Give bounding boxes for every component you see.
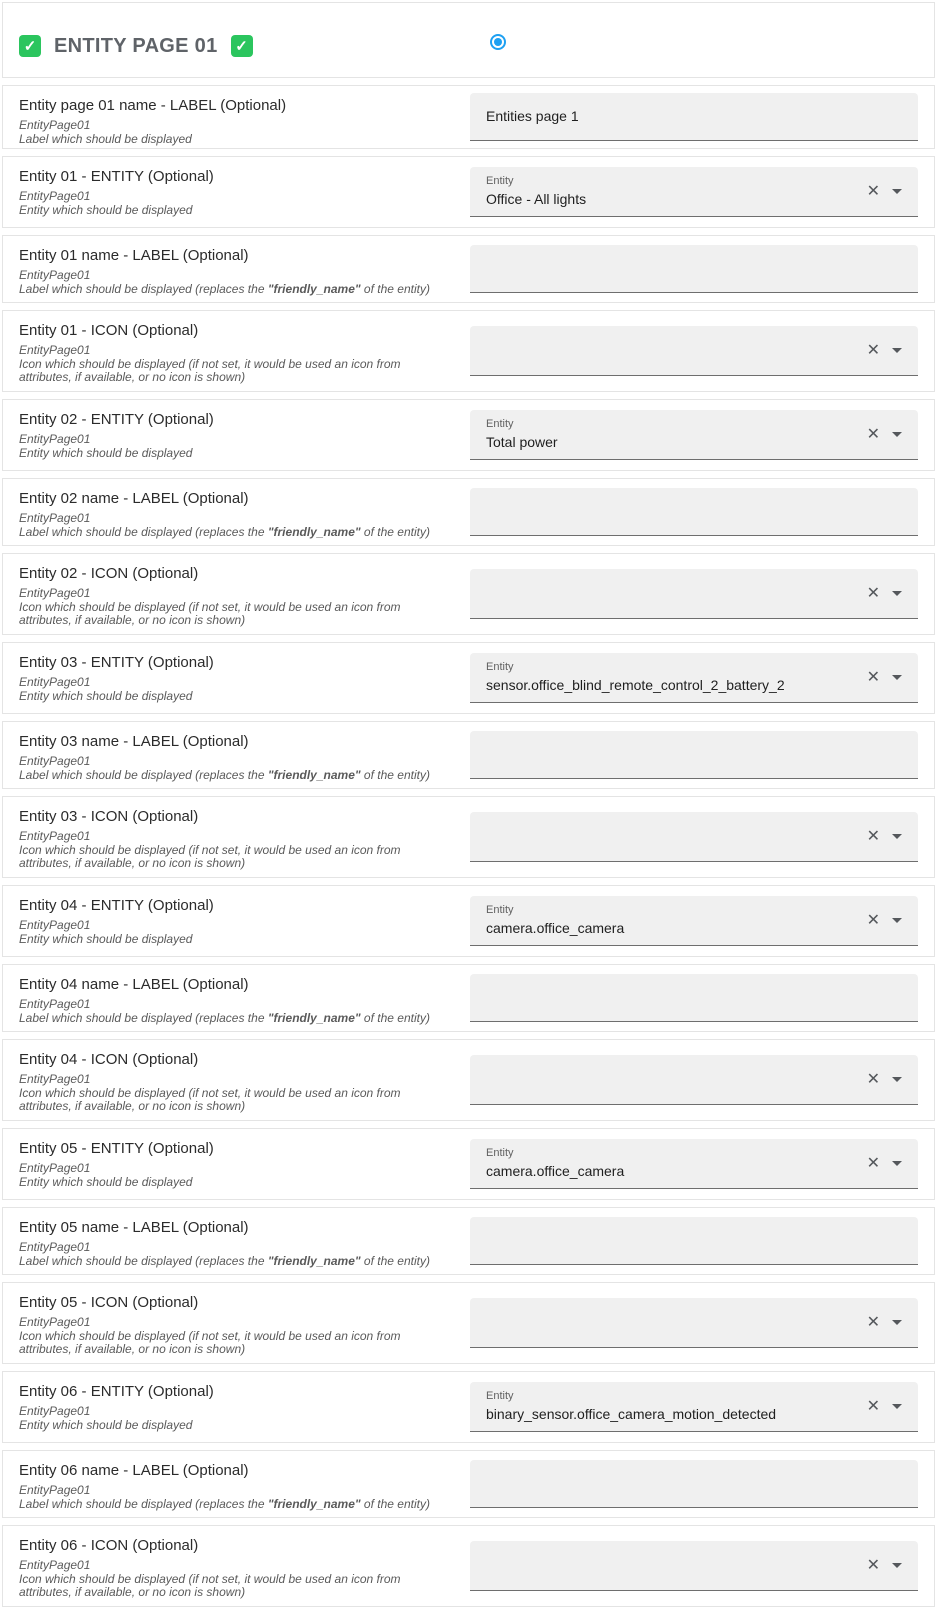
- form-row: [2, 1039, 935, 1121]
- field-info: [3, 1283, 470, 1363]
- clear-icon[interactable]: ✕: [866, 1070, 880, 1088]
- chevron-down-icon[interactable]: [892, 675, 902, 680]
- form-row: [2, 399, 935, 471]
- field-source: EntityPage01: [19, 754, 91, 768]
- clear-icon[interactable]: ✕: [866, 827, 880, 845]
- field-description: [19, 933, 446, 947]
- field-info: [3, 86, 470, 148]
- field-title: Entity 04 name - LABEL (Optional): [19, 976, 249, 993]
- field-description: [19, 1573, 446, 1600]
- description-text: Entity which should be displayed: [19, 445, 193, 460]
- input-value: binary_sensor.office_camera_motion_detected: [486, 1406, 777, 1422]
- input-actions: [867, 670, 902, 686]
- input-content: [486, 260, 902, 277]
- clear-icon[interactable]: ✕: [866, 1397, 880, 1415]
- description-text: Label which should be displayed (replaces the: [19, 767, 268, 782]
- input-actions: [867, 1399, 902, 1415]
- form-row: [2, 721, 935, 789]
- input-value: [486, 503, 902, 520]
- input-value: Total power: [486, 434, 558, 450]
- field-source: EntityPage01: [19, 829, 91, 843]
- field-description: [19, 1087, 446, 1114]
- checkbox-checked-right[interactable]: [231, 35, 253, 57]
- clear-icon[interactable]: ✕: [866, 1154, 880, 1172]
- input-content: [486, 1475, 902, 1492]
- input-value: Office - All lights: [486, 191, 587, 207]
- description-text: Entity which should be displayed: [19, 1417, 193, 1432]
- label-text-input[interactable]: [470, 974, 918, 1022]
- field-input-column: [470, 311, 934, 391]
- description-bold-text: "friendly_name": [267, 767, 361, 782]
- input-content: [486, 661, 857, 694]
- field-title: Entity 04 - ICON (Optional): [19, 1051, 199, 1068]
- field-title: Entity page 01 name - LABEL (Optional): [19, 97, 287, 114]
- form-row: [2, 1450, 935, 1518]
- field-info: [3, 965, 470, 1031]
- field-description: [19, 1498, 446, 1512]
- clear-icon[interactable]: ✕: [866, 341, 880, 359]
- field-title: Entity 02 - ICON (Optional): [19, 565, 199, 582]
- form-row: [2, 1207, 935, 1275]
- field-source: EntityPage01: [19, 118, 91, 132]
- radio-dot-icon: [494, 38, 502, 46]
- entity-select[interactable]: [470, 167, 918, 217]
- field-description: [19, 1419, 446, 1433]
- input-content: [486, 828, 857, 845]
- field-input-column: [470, 1372, 934, 1442]
- field-description: [19, 601, 446, 628]
- description-bold-text: "friendly_name": [267, 1253, 361, 1268]
- description-bold-text: "friendly_name": [267, 1010, 361, 1025]
- field-title: Entity 06 - ICON (Optional): [19, 1537, 199, 1554]
- field-info: [3, 1208, 470, 1274]
- description-bold-text: "friendly_name": [267, 1496, 361, 1511]
- field-source: EntityPage01: [19, 189, 91, 203]
- page-header: [2, 2, 935, 78]
- input-content: [486, 1557, 857, 1574]
- field-input-column: [470, 157, 934, 227]
- form-row: [2, 478, 935, 546]
- field-info: [3, 400, 470, 470]
- chevron-down-icon[interactable]: [892, 348, 902, 353]
- description-text: Label which should be displayed (replaces the: [19, 1010, 268, 1025]
- description-bold-text: "friendly_name": [267, 524, 361, 539]
- field-info: [3, 1040, 470, 1120]
- form-row: [2, 235, 935, 303]
- field-info: [3, 554, 470, 634]
- field-title: Entity 06 name - LABEL (Optional): [19, 1462, 249, 1479]
- field-info: [3, 479, 470, 545]
- description-text: Icon which should be displayed (if not set, it would be used an icon from attributes, if available, or no icon is shown): [19, 1085, 401, 1113]
- field-source: EntityPage01: [19, 268, 91, 282]
- chevron-down-icon[interactable]: [892, 591, 902, 596]
- input-content: [486, 503, 902, 520]
- field-description: [19, 526, 446, 540]
- description-text: Entity which should be displayed: [19, 931, 193, 946]
- chevron-down-icon[interactable]: [892, 1404, 902, 1409]
- chevron-down-icon[interactable]: [892, 189, 902, 194]
- field-input-column: [470, 722, 934, 788]
- input-value: [486, 585, 857, 602]
- form-row: [2, 964, 935, 1032]
- description-text: Icon which should be displayed (if not set, it would be used an icon from attributes, if available, or no icon is shown): [19, 842, 401, 870]
- field-description: [19, 769, 446, 783]
- field-title: Entity 03 - ICON (Optional): [19, 808, 199, 825]
- field-source: EntityPage01: [19, 343, 91, 357]
- entity-select[interactable]: [470, 410, 918, 460]
- field-description: [19, 844, 446, 871]
- description-text: Label which should be displayed (replaces the: [19, 1496, 268, 1511]
- chevron-down-icon[interactable]: [892, 1077, 902, 1082]
- form-row: [2, 553, 935, 635]
- description-text-tail: of the entity): [360, 1496, 430, 1511]
- input-content: [486, 1232, 902, 1249]
- field-title: Entity 04 - ENTITY (Optional): [19, 897, 214, 914]
- clear-icon[interactable]: ✕: [866, 584, 880, 602]
- field-input-column: [470, 965, 934, 1031]
- description-text: Label which should be displayed (replaces the: [19, 281, 268, 296]
- input-content: [486, 1390, 857, 1423]
- input-value: [486, 828, 857, 845]
- field-title: Entity 05 - ICON (Optional): [19, 1294, 199, 1311]
- field-title: Entity 01 - ENTITY (Optional): [19, 168, 214, 185]
- radio-button-selected[interactable]: [490, 34, 506, 50]
- field-input-column: [470, 1208, 934, 1274]
- icon-select[interactable]: [470, 812, 918, 862]
- input-content: [486, 585, 857, 602]
- field-title: Entity 02 - ENTITY (Optional): [19, 411, 214, 428]
- input-value: [486, 989, 902, 1006]
- input-actions: [867, 829, 902, 845]
- field-input-column: [470, 1526, 934, 1606]
- input-floating-label: Entity: [486, 904, 514, 916]
- field-description: [19, 358, 446, 385]
- input-content: [486, 989, 902, 1006]
- field-source: EntityPage01: [19, 1315, 91, 1329]
- form-row: [2, 156, 935, 228]
- field-source: EntityPage01: [19, 586, 91, 600]
- field-description: [19, 1176, 446, 1190]
- field-input-column: [470, 1451, 934, 1517]
- input-value: [486, 1557, 857, 1574]
- form-rows-container: [0, 85, 937, 1607]
- input-floating-label: Entity: [486, 1147, 514, 1159]
- label-text-input[interactable]: [470, 488, 918, 536]
- field-input-column: [470, 1283, 934, 1363]
- input-value: [486, 1232, 902, 1249]
- input-actions: [867, 1072, 902, 1088]
- description-text: Icon which should be displayed (if not set, it would be used an icon from attributes, if available, or no icon is shown): [19, 1328, 401, 1356]
- input-content: [486, 904, 857, 937]
- field-description: [19, 283, 446, 297]
- clear-icon[interactable]: ✕: [866, 668, 880, 686]
- icon-select[interactable]: [470, 1055, 918, 1105]
- entity-select[interactable]: [470, 1139, 918, 1189]
- field-input-column: [470, 236, 934, 302]
- description-text: Label which should be displayed (replaces the: [19, 1253, 268, 1268]
- field-input-column: [470, 86, 934, 148]
- input-content: [486, 1314, 857, 1331]
- icon-select[interactable]: [470, 1541, 918, 1591]
- field-source: EntityPage01: [19, 1558, 91, 1572]
- field-title: Entity 03 - ENTITY (Optional): [19, 654, 214, 671]
- field-description: [19, 1012, 446, 1026]
- input-actions: [867, 427, 902, 443]
- description-text: Label which should be displayed (replaces the: [19, 524, 268, 539]
- field-source: EntityPage01: [19, 918, 91, 932]
- field-description: [19, 1330, 446, 1357]
- label-text-input[interactable]: [470, 731, 918, 779]
- input-floating-label: Entity: [486, 661, 514, 673]
- description-text-tail: of the entity): [360, 281, 430, 296]
- description-text-tail: of the entity): [360, 1010, 430, 1025]
- field-input-column: [470, 1129, 934, 1199]
- field-source: EntityPage01: [19, 511, 91, 525]
- field-input-column: [470, 797, 934, 877]
- form-row: [2, 1128, 935, 1200]
- chevron-down-icon[interactable]: [892, 1320, 902, 1325]
- input-value: [486, 1071, 857, 1088]
- field-info: [3, 1129, 470, 1199]
- field-source: EntityPage01: [19, 997, 91, 1011]
- input-actions: [867, 1156, 902, 1172]
- input-content: [486, 342, 857, 359]
- input-actions: [867, 586, 902, 602]
- clear-icon[interactable]: ✕: [866, 1313, 880, 1331]
- field-description: [19, 1255, 446, 1269]
- clear-icon[interactable]: ✕: [866, 1556, 880, 1574]
- field-info: [3, 236, 470, 302]
- field-input-column: [470, 400, 934, 470]
- input-floating-label: Entity: [486, 1390, 514, 1402]
- icon-select[interactable]: [470, 326, 918, 376]
- description-text: Entity which should be displayed: [19, 688, 193, 703]
- input-value: Entities page 1: [486, 108, 579, 124]
- description-bold-text: "friendly_name": [267, 281, 361, 296]
- description-text: Entity which should be displayed: [19, 1174, 193, 1189]
- field-description: [19, 204, 446, 218]
- field-info: [3, 886, 470, 956]
- field-title: Entity 06 - ENTITY (Optional): [19, 1383, 214, 1400]
- input-value: [486, 1475, 902, 1492]
- field-info: [3, 1451, 470, 1517]
- icon-select[interactable]: [470, 569, 918, 619]
- field-source: EntityPage01: [19, 1240, 91, 1254]
- clear-icon[interactable]: ✕: [866, 425, 880, 443]
- description-text: Icon which should be displayed (if not set, it would be used an icon from attributes, if available, or no icon is shown): [19, 599, 401, 627]
- description-text: Icon which should be displayed (if not set, it would be used an icon from attributes, if available, or no icon is shown): [19, 356, 401, 384]
- field-source: EntityPage01: [19, 1483, 91, 1497]
- form-row: [2, 885, 935, 957]
- description-text-tail: of the entity): [360, 767, 430, 782]
- entity-select[interactable]: [470, 896, 918, 946]
- form-row: [2, 1371, 935, 1443]
- field-source: EntityPage01: [19, 1161, 91, 1175]
- input-value: sensor.office_blind_remote_control_2_battery_2: [486, 677, 785, 693]
- input-actions: [867, 184, 902, 200]
- form-row: [2, 1282, 935, 1364]
- form-row: [2, 85, 935, 149]
- chevron-down-icon[interactable]: [892, 918, 902, 923]
- input-value: [486, 342, 857, 359]
- input-floating-label: Entity: [486, 175, 514, 187]
- chevron-down-icon[interactable]: [892, 1161, 902, 1166]
- description-text-tail: of the entity): [360, 1253, 430, 1268]
- field-description: [19, 133, 446, 147]
- field-info: [3, 311, 470, 391]
- chevron-down-icon[interactable]: [892, 1563, 902, 1568]
- field-source: EntityPage01: [19, 675, 91, 689]
- input-value: camera.office_camera: [486, 1163, 625, 1179]
- input-value: [486, 260, 902, 277]
- input-actions: [867, 913, 902, 929]
- field-title: Entity 02 name - LABEL (Optional): [19, 490, 249, 507]
- entity-select[interactable]: [470, 1382, 918, 1432]
- chevron-down-icon[interactable]: [892, 432, 902, 437]
- field-source: EntityPage01: [19, 1404, 91, 1418]
- field-input-column: [470, 554, 934, 634]
- field-title: Entity 03 name - LABEL (Optional): [19, 733, 249, 750]
- checkmark-icon: ✓: [23, 38, 37, 55]
- form-row: [2, 796, 935, 878]
- field-source: EntityPage01: [19, 1072, 91, 1086]
- field-info: [3, 157, 470, 227]
- field-info: [3, 722, 470, 788]
- input-actions: [867, 1315, 902, 1331]
- input-floating-label: Entity: [486, 418, 514, 430]
- input-content: [486, 746, 902, 763]
- field-input-column: [470, 886, 934, 956]
- entity-select[interactable]: [470, 653, 918, 703]
- description-text: Icon which should be displayed (if not set, it would be used an icon from attributes, if available, or no icon is shown): [19, 1571, 401, 1599]
- description-text: Entity which should be displayed: [19, 202, 193, 217]
- checkbox-checked-left[interactable]: [19, 35, 41, 57]
- icon-select[interactable]: [470, 1298, 918, 1348]
- checkmark-icon: ✓: [235, 38, 248, 55]
- field-title: Entity 01 - ICON (Optional): [19, 322, 199, 339]
- label-text-input[interactable]: [470, 93, 918, 141]
- field-info: [3, 1526, 470, 1606]
- field-title: Entity 01 name - LABEL (Optional): [19, 247, 249, 264]
- field-info: [3, 643, 470, 713]
- description-text-tail: of the entity): [360, 524, 430, 539]
- clear-icon[interactable]: ✕: [866, 182, 880, 200]
- form-row: [2, 1525, 935, 1607]
- input-value: [486, 746, 902, 763]
- field-source: EntityPage01: [19, 432, 91, 446]
- field-description: [19, 690, 446, 704]
- input-content: [486, 108, 902, 125]
- description-text: Label which should be displayed: [19, 131, 192, 146]
- input-content: [486, 1071, 857, 1088]
- field-info: [3, 1372, 470, 1442]
- input-value: camera.office_camera: [486, 920, 625, 936]
- field-description: [19, 447, 446, 461]
- label-text-input[interactable]: [470, 245, 918, 293]
- input-actions: [867, 1558, 902, 1574]
- field-input-column: [470, 643, 934, 713]
- field-title: Entity 05 name - LABEL (Optional): [19, 1219, 249, 1236]
- field-info: [3, 797, 470, 877]
- input-actions: [867, 343, 902, 359]
- label-text-input[interactable]: [470, 1460, 918, 1508]
- form-row: [2, 310, 935, 392]
- page-title: ENTITY PAGE 01: [54, 34, 218, 57]
- field-title: Entity 05 - ENTITY (Optional): [19, 1140, 214, 1157]
- clear-icon[interactable]: ✕: [866, 911, 880, 929]
- input-content: [486, 175, 857, 208]
- chevron-down-icon[interactable]: [892, 834, 902, 839]
- field-input-column: [470, 1040, 934, 1120]
- field-input-column: [470, 479, 934, 545]
- label-text-input[interactable]: [470, 1217, 918, 1265]
- input-content: [486, 1147, 857, 1180]
- input-value: [486, 1314, 857, 1331]
- form-row: [2, 642, 935, 714]
- input-content: [486, 418, 857, 451]
